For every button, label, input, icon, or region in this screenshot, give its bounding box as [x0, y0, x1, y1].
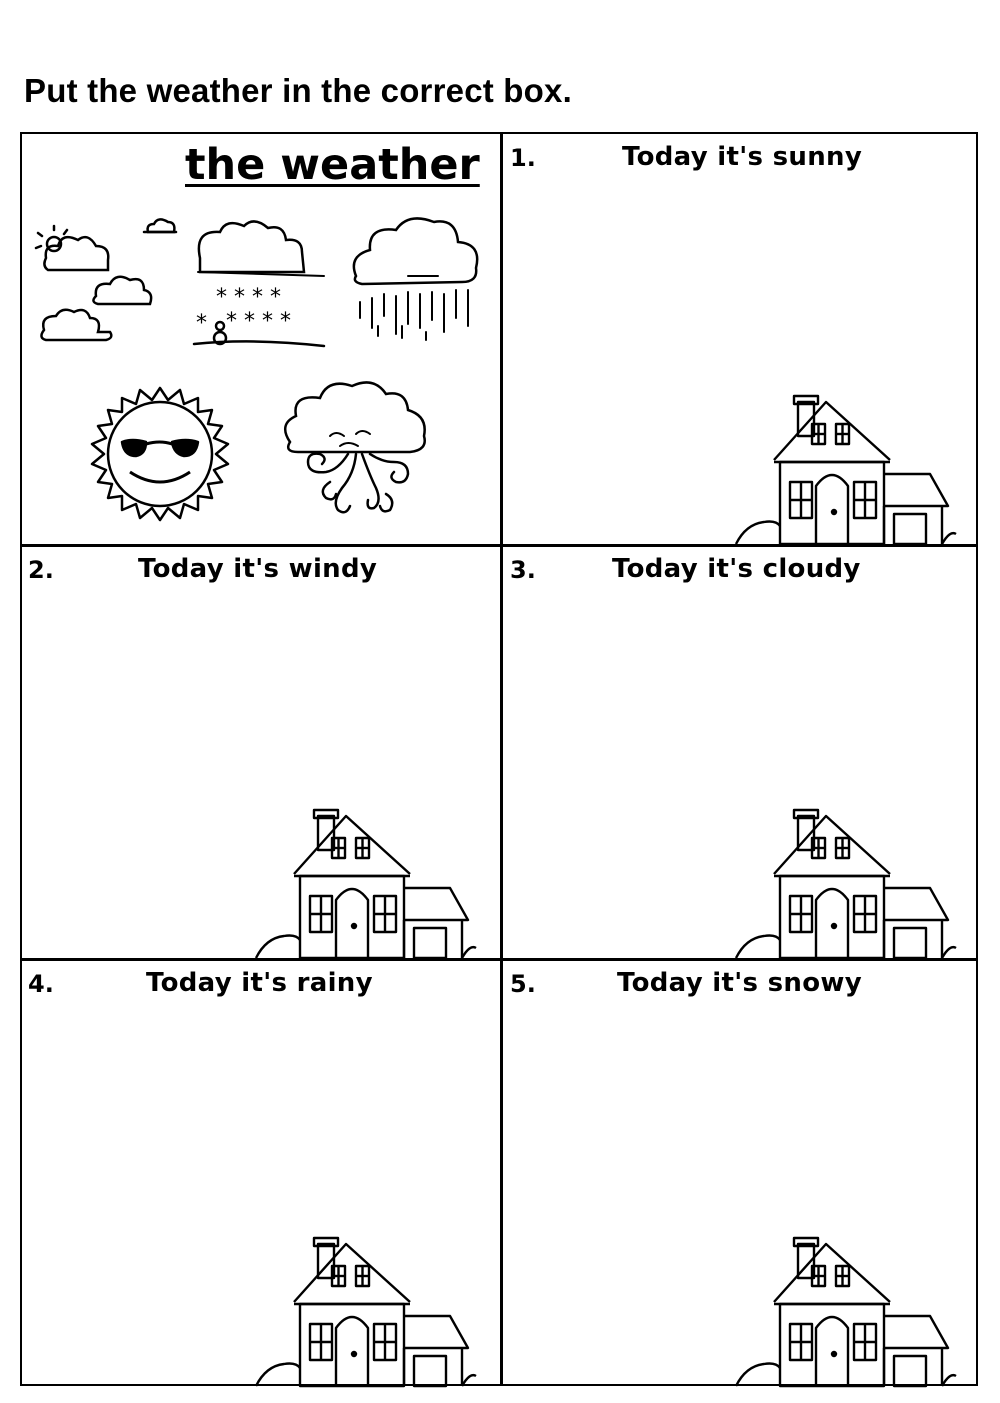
box-number: 1.	[510, 144, 536, 172]
box-number: 3.	[510, 556, 536, 584]
box-phrase: Today it's windy	[138, 554, 378, 584]
instruction-heading: Put the weather in the correct box.	[24, 72, 572, 109]
sun-with-sunglasses-icon[interactable]	[80, 384, 240, 529]
house-icon	[256, 808, 476, 958]
house-icon	[736, 1236, 956, 1386]
snow-icon[interactable]	[192, 218, 332, 353]
house-icon	[736, 394, 956, 544]
house-icon	[256, 1236, 476, 1386]
answer-box-1[interactable]	[502, 134, 978, 544]
box-number: 2.	[28, 556, 54, 584]
box-phrase: Today it's cloudy	[612, 554, 861, 584]
box-phrase: Today it's snowy	[617, 968, 862, 998]
svg-text:* * * *: * * * *	[216, 285, 281, 310]
answer-box-2[interactable]	[22, 546, 500, 958]
svg-text:* * * *: * * * *	[226, 309, 291, 334]
house-icon	[736, 808, 956, 958]
answer-box-3[interactable]	[502, 546, 978, 958]
pictures-title: the weather	[185, 140, 480, 190]
box-phrase: Today it's sunny	[622, 142, 863, 172]
box-phrase: Today it's rainy	[146, 968, 373, 998]
weather-pictures-box	[22, 134, 500, 544]
box-number: 5.	[510, 970, 536, 998]
answer-box-5[interactable]	[502, 960, 978, 1386]
rain-cloud-icon[interactable]	[348, 216, 488, 356]
worksheet-grid	[20, 132, 978, 1386]
answer-box-4[interactable]	[22, 960, 500, 1386]
partly-cloudy-icon[interactable]	[36, 210, 176, 350]
svg-text:*: *	[196, 311, 207, 336]
box-number: 4.	[28, 970, 54, 998]
wind-cloud-icon[interactable]	[278, 378, 438, 533]
